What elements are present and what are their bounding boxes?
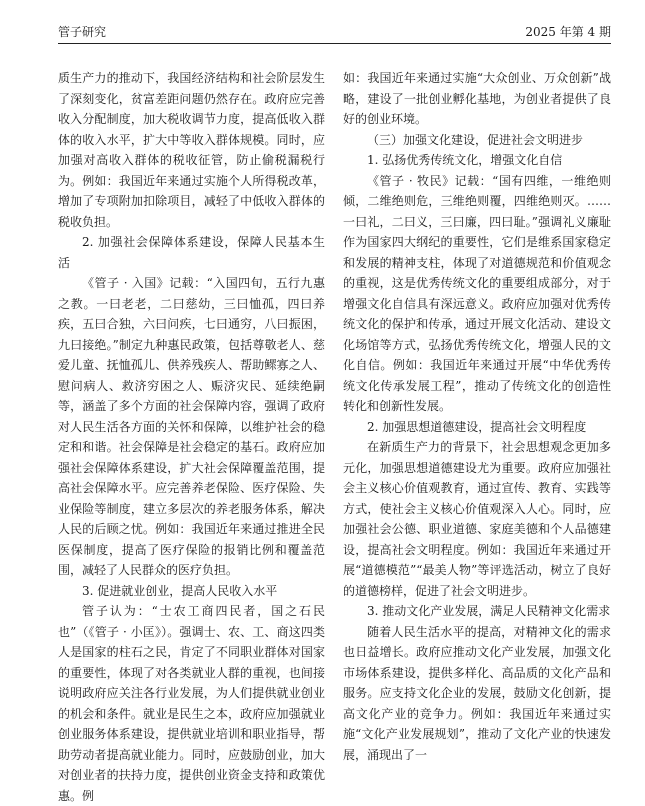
paragraph: 在新质生产力的背景下，社会思想观念更加多元化，加强思想道德建设尤为重要。政府应加强社会主义核心价值观教育，通过宣传、教育、实践等方式，使社会主义核心价值观深入人心。同时，应加强社会公德、职业道德、家庭美德和个人品德建设，提高社会文明程度。例如：我国近年来通过开展“道德模范”“最美人物”等评选活动，树立了良好的道德榜样，促进了社会文明进步。	[343, 440, 611, 598]
section-heading: 1. 弘扬优秀传统文化，增强文化自信	[367, 153, 563, 167]
section-heading: 3. 推动文化产业发展，满足人民精神文化需求	[367, 604, 611, 618]
right-column	[343, 68, 611, 773]
journal-title: 管子研究	[58, 25, 107, 39]
subsection-heading: （三）加强文化建设，促进社会文明进步	[367, 132, 584, 147]
running-header	[58, 23, 611, 41]
header-rule	[58, 43, 611, 44]
issue-label: 2025 年第 4 期	[525, 25, 611, 39]
paragraph: 管子认为：“士农工商四民者，国之石民也”（《管子 · 小匡》）。强调士、农、工、商这四类人是国家的柱石之民，肯定了不同职业群体对国家的重要性，体现了对各类就业人群的重视，也间接说明政府应关注各行业发展，为人们提供就业创业的机会和条件。就业是民生之本，政府应加强就业创业服务体系建设，提供就业培训和职业指导，帮助劳动者提高就业能力。同时，应鼓励创业，加大对创业者的扶持力度，提供创业资金支持和政策优惠。例	[58, 604, 325, 803]
section-heading: 3. 促进就业创业，提高人民收入水平	[82, 583, 278, 598]
paragraph: 《管子 · 入国》记载：“入国四旬，五行九惠之教。一曰老老，二曰慈幼，三曰恤孤，四曰养疾，五曰合独，六曰问疾，七曰通穷，八曰振困，九曰接绝。”制定九种惠民政策，包括尊敬老人、慈爱儿童、抚恤孤儿、供养残疾人、帮助鳏寡之人、慰问病人、救济穷困之人、赈济灾民、延续绝嗣等，涵盖了多个方面的社会保障内容，强调了政府对人民生活各方面的关怀和保障，以维护社会的稳定和和谐。社会保障是社会稳定的基石。政府应加强社会保障体系建设，扩大社会保障覆盖范围，提高社会保障水平。应完善养老保险、医疗保险、失业保险等制度，建立多层次的养老服务体系，解决人民的后顾之忧。例如：我国近年来通过推进全民医保制度，提高了医疗保险的报销比例和覆盖范围，减轻了人民群众的医疗负担。	[58, 276, 325, 577]
section-heading: 2. 加强思想道德建设，提高社会文明程度	[367, 419, 587, 434]
section-heading: 2. 加强社会保障体系建设，保障人民基本生活	[58, 235, 325, 270]
paragraph: 如：我国近年来通过实施“大众创业、万众创新”战略，建设了一批创业孵化基地，为创业者提供了良好的创业环境。	[343, 71, 611, 126]
paragraph: 随着人民生活水平的提高，对精神文化的需求也日益增长。政府应推动文化产业发展，加强文化市场体系建设，提供多样化、高品质的文化产品和服务。应支持文化企业的发展，鼓励文化创新，提高文化产业的竞争力。例如：我国近年来通过实施“文化产业发展规划”，推动了文化产业的快速发展，涌现出了一	[343, 624, 611, 762]
left-column	[58, 68, 325, 803]
paragraph: 《管子 · 牧民》记载：“国有四维，一维绝则倾，二维绝则危，三维绝则覆，四维绝则灭。……一曰礼，二曰义，三曰廉，四曰耻。”强调礼义廉耻作为国家四大纲纪的重要性，它们是维系国家稳定和发展的精神支柱，体现了对道德规范和价值观念的重视，这是优秀传统文化的重要组成部分，对于增强文化自信具有深远意义。政府应加强对优秀传统文化的保护和传承，通过开展文化活动、建设文化场馆等方式，弘扬优秀传统文化，增强人民的文化自信。例如：我国近年来通过开展“中华优秀传统文化传承发展工程”，推动了传统文化的创造性转化和创新性发展。	[343, 173, 611, 413]
paragraph: 质生产力的推动下，我国经济结构和社会阶层发生了深刻变化，贫富差距问题仍然存在。政府应完善收入分配制度，加大税收调节力度，提高低收入群体的收入水平，扩大中等收入群体规模。同时，应加强对高收入群体的税收征管，防止偷税漏税行为。例如：我国近年来通过实施个人所得税改革，增加了专项附加扣除项目，减轻了中低收入群体的税收负担。	[58, 71, 325, 229]
